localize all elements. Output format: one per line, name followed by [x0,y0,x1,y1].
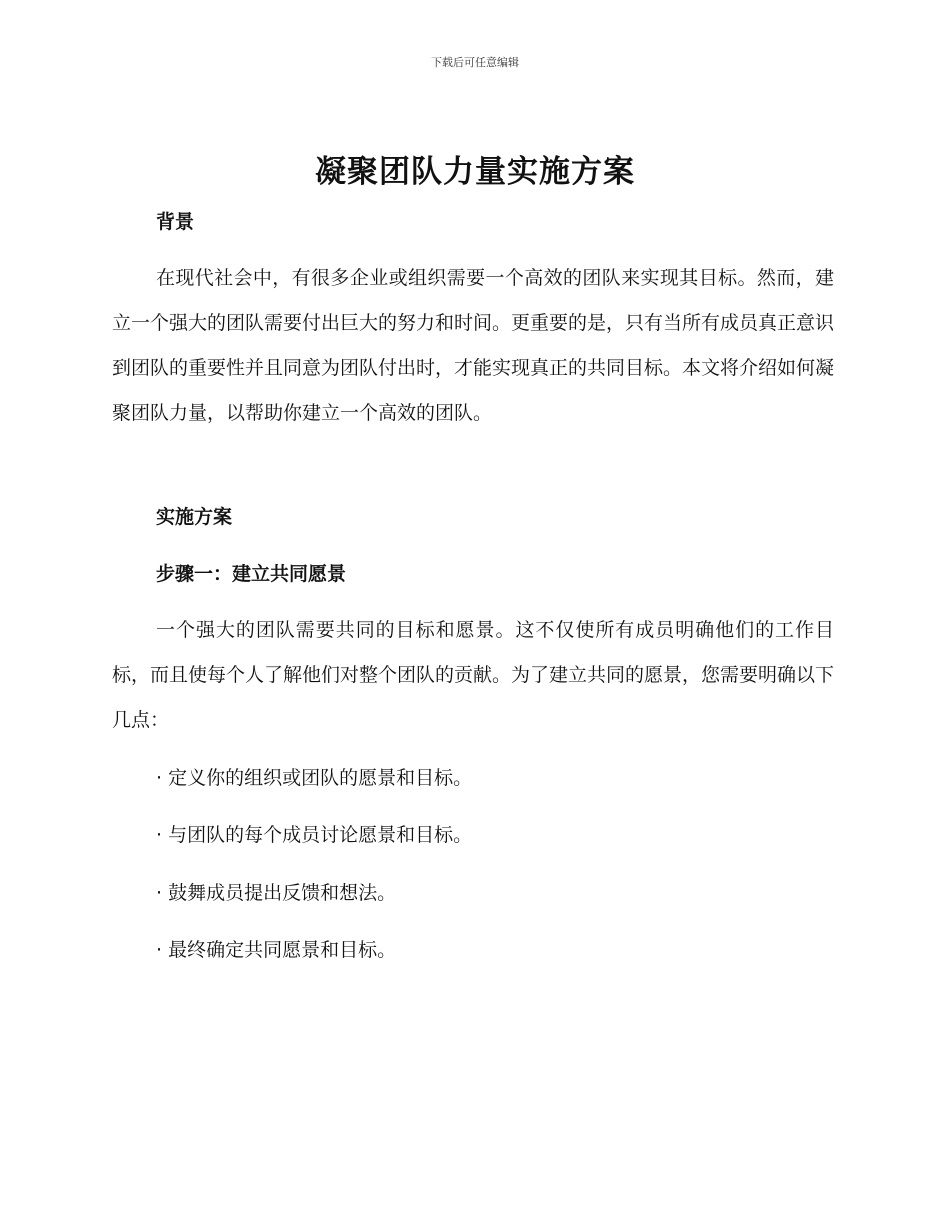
step1-heading-block [112,560,834,588]
bullet-item-3-block [112,879,834,907]
header-note: 下载后可任意编辑 [431,56,519,69]
list-item: · 鼓舞成员提出反馈和想法。 [156,882,397,904]
background-paragraph-block [112,256,834,436]
bullet-item-1-block [112,764,834,792]
plan-heading-block [112,503,834,531]
bullet-item-2-block [112,821,834,849]
step1-heading: 步骤一：建立共同愿景 [156,563,347,585]
list-item: · 最终确定共同愿景和目标。 [156,939,397,961]
list-item: · 与团队的每个成员讨论愿景和目标。 [156,824,473,846]
background-heading-block [112,208,834,236]
background-heading: 背景 [156,211,195,233]
background-paragraph: 在现代社会中，有很多企业或组织需要一个高效的团队来实现其目标。然而，建立一个强大的团队需要付出巨大的努力和时间。更重要的是，只有当所有成员真正意识到团队的重要性并且同意为团队付出时，才能实现真正的共同目标。本文将介绍如何凝聚团队力量，以帮助你建立一个高效的团队。 [112,267,835,424]
document-title: 凝聚团队力量实施方案 [315,154,635,190]
list-item: · 定义你的组织或团队的愿景和目标。 [156,767,473,789]
plan-heading: 实施方案 [156,506,233,528]
bullet-item-4-block [112,936,834,964]
step1-paragraph: 一个强大的团队需要共同的目标和愿景。这不仅使所有成员明确他们的工作目标，而且使每个人了解他们对整个团队的贡献。为了建立共同的愿景，您需要明确以下几点： [112,619,835,731]
step1-paragraph-block [112,608,834,743]
